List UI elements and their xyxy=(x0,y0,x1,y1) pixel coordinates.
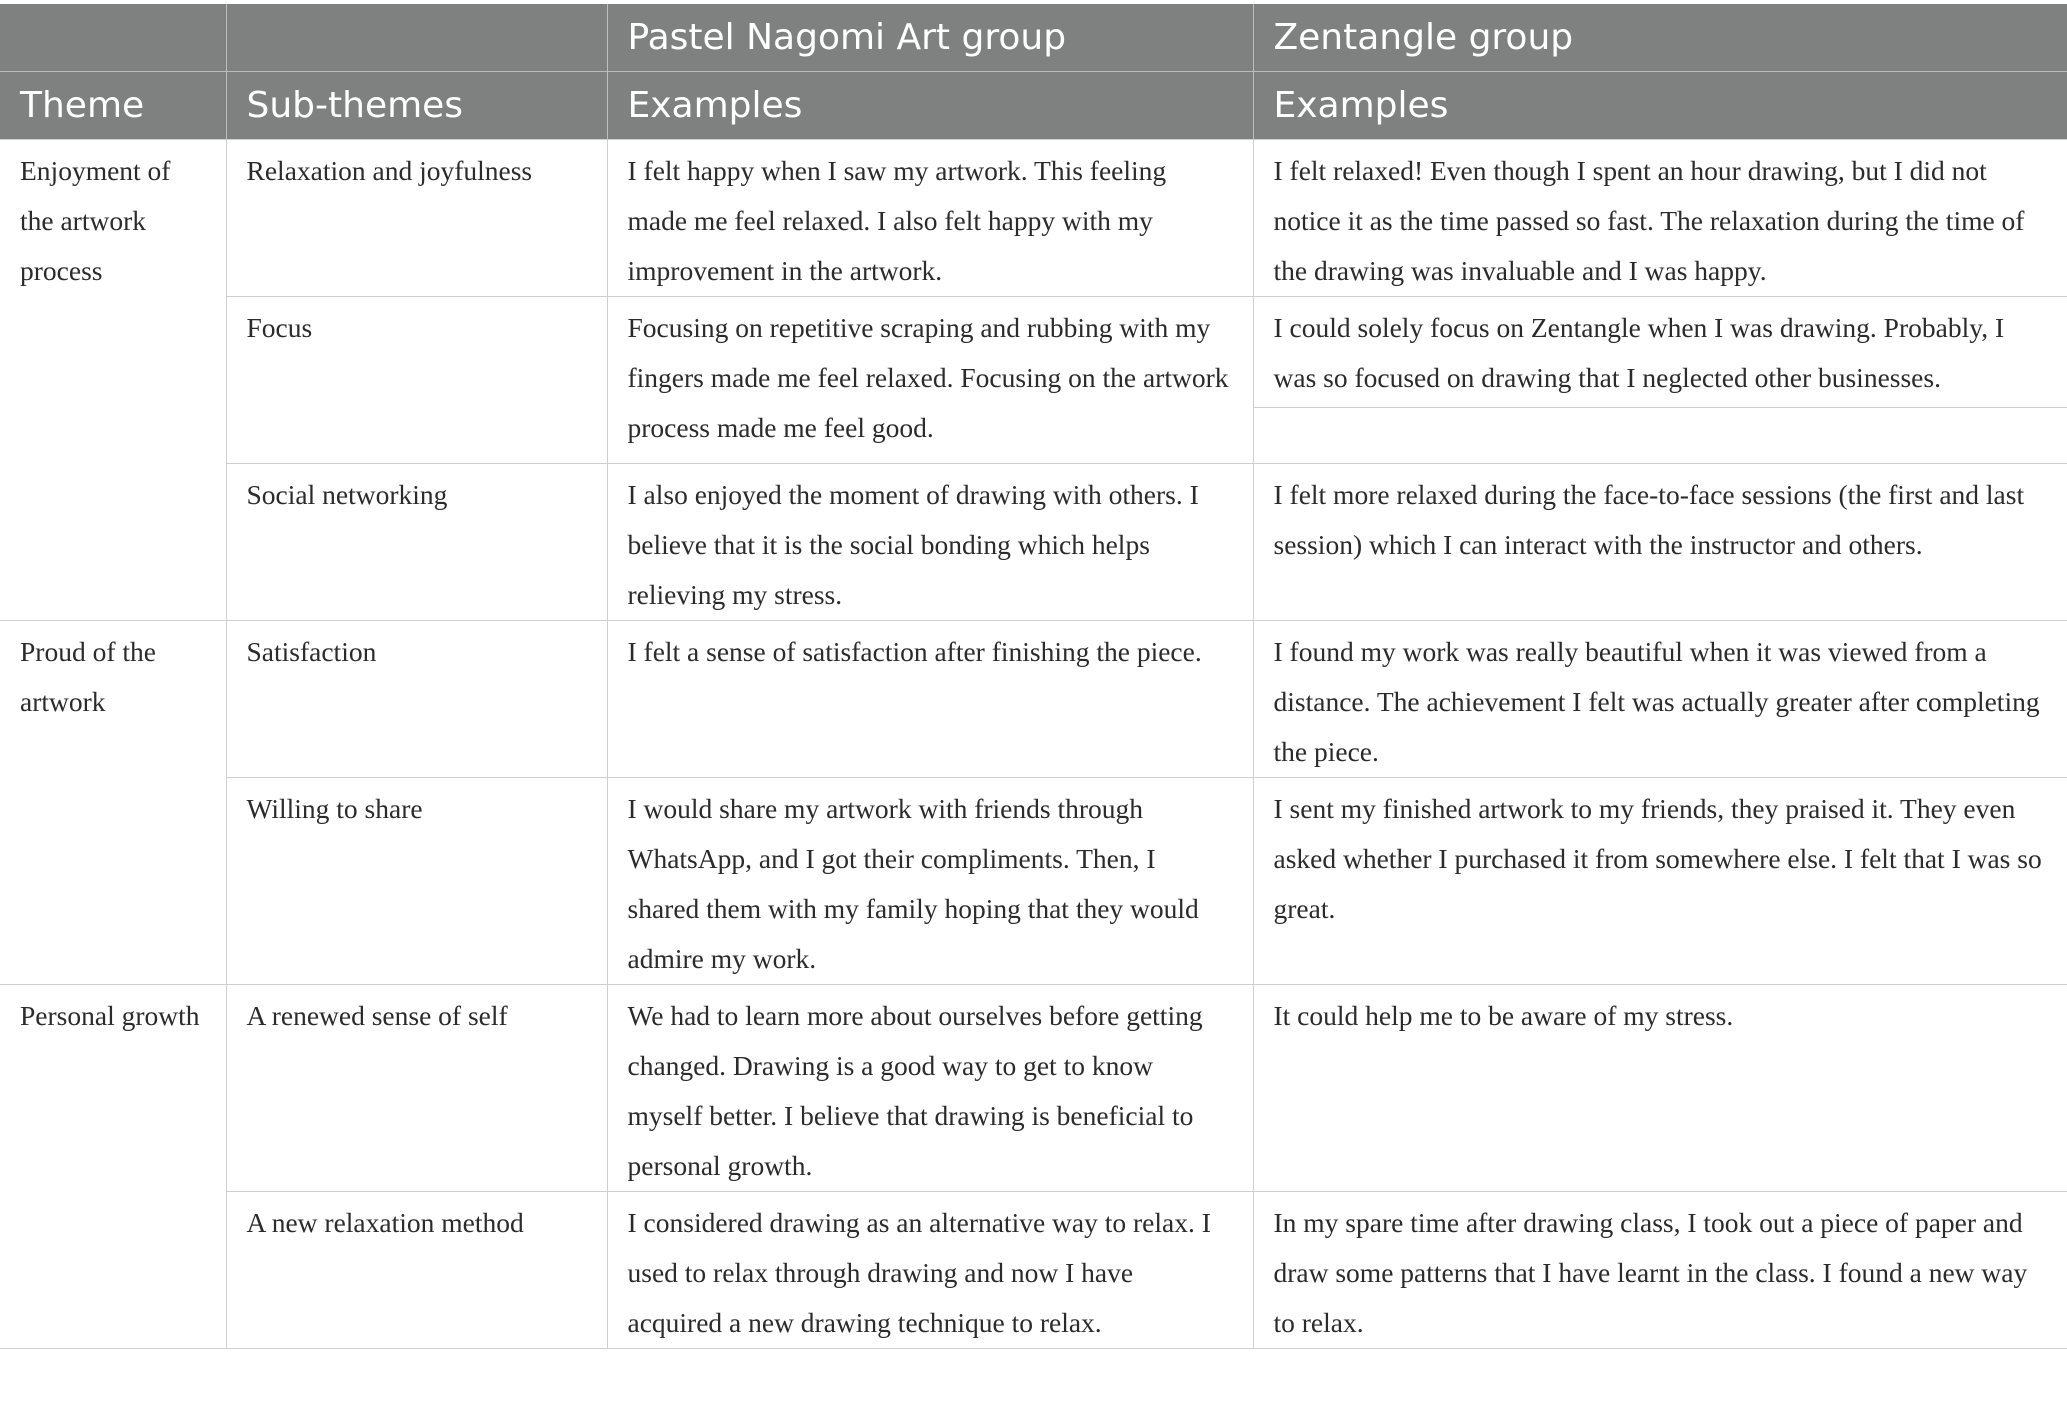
header-empty-2 xyxy=(226,4,607,72)
subtheme-cell: Willing to share xyxy=(226,778,607,985)
pastel-example-cell: I also enjoyed the moment of drawing with others. I believe that it is the social bonding which helps relieving my stress. xyxy=(607,464,1253,621)
table-body xyxy=(0,140,2067,1349)
zentangle-example-cell xyxy=(1253,297,2067,464)
zentangle-example-cell: It could help me to be aware of my stress. xyxy=(1253,985,2067,1192)
subtheme-cell: Satisfaction xyxy=(226,621,607,778)
cell-divider xyxy=(1254,407,2067,408)
pastel-example-cell: I would share my artwork with friends through WhatsApp, and I got their compliments. Then, I shared them with my family hoping that they would admire my work. xyxy=(607,778,1253,985)
header-theme: Theme xyxy=(0,72,226,140)
header-empty-1 xyxy=(0,4,226,72)
theme-cell: Enjoyment of the artwork process xyxy=(0,140,226,621)
header-subthemes: Sub-themes xyxy=(226,72,607,140)
table-row xyxy=(0,985,2067,1192)
subtheme-cell: Relaxation and joyfulness xyxy=(226,140,607,297)
table-row xyxy=(0,778,2067,985)
header-examples-zentangle: Examples xyxy=(1253,72,2067,140)
header-examples-pastel: Examples xyxy=(607,72,1253,140)
zentangle-example-cell: I felt more relaxed during the face-to-face sessions (the first and last session) which I can interact with the instructor and others. xyxy=(1253,464,2067,621)
header-pastel-group: Pastel Nagomi Art group xyxy=(607,4,1253,72)
zentangle-example-text: I could solely focus on Zentangle when I was drawing. Probably, I was so focused on drawing that I neglected other businesses. xyxy=(1273,312,2005,393)
table-row xyxy=(0,464,2067,621)
theme-cell: Personal growth xyxy=(0,985,226,1349)
subtheme-cell: A renewed sense of self xyxy=(226,985,607,1192)
zentangle-example-cell: I sent my finished artwork to my friends, they praised it. They even asked whether I purchased it from somewhere else. I felt that I was so great. xyxy=(1253,778,2067,985)
subtheme-cell: Focus xyxy=(226,297,607,464)
pastel-example-cell: We had to learn more about ourselves before getting changed. Drawing is a good way to get to know myself better. I believe that drawing is beneficial to personal growth. xyxy=(607,985,1253,1192)
subtheme-cell: A new relaxation method xyxy=(226,1192,607,1349)
table-row xyxy=(0,297,2067,464)
subtheme-cell: Social networking xyxy=(226,464,607,621)
pastel-example-cell: I felt a sense of satisfaction after finishing the piece. xyxy=(607,621,1253,778)
pastel-example-cell: Focusing on repetitive scraping and rubbing with my fingers made me feel relaxed. Focusing on the artwork process made me feel good. xyxy=(607,297,1253,464)
header-zentangle-group: Zentangle group xyxy=(1253,4,2067,72)
pastel-example-cell: I considered drawing as an alternative way to relax. I used to relax through drawing and now I have acquired a new drawing technique to relax. xyxy=(607,1192,1253,1349)
zentangle-example-cell: In my spare time after drawing class, I took out a piece of paper and draw some patterns that I have learnt in the class. I found a new way to relax. xyxy=(1253,1192,2067,1349)
header-row-columns xyxy=(0,72,2067,140)
table-header xyxy=(0,4,2067,140)
theme-cell: Proud of the artwork xyxy=(0,621,226,985)
zentangle-example-cell: I found my work was really beautiful when it was viewed from a distance. The achievement I felt was actually greater after completing the piece. xyxy=(1253,621,2067,778)
table-row xyxy=(0,1192,2067,1349)
pastel-example-cell: I felt happy when I saw my artwork. This feeling made me feel relaxed. I also felt happy with my improvement in the artwork. xyxy=(607,140,1253,297)
zentangle-example-cell: I felt relaxed! Even though I spent an hour drawing, but I did not notice it as the time passed so fast. The relaxation during the time of the drawing was invaluable and I was happy. xyxy=(1253,140,2067,297)
table-row xyxy=(0,621,2067,778)
header-row-groups xyxy=(0,4,2067,72)
themes-table xyxy=(0,4,2067,1349)
table-row xyxy=(0,140,2067,297)
